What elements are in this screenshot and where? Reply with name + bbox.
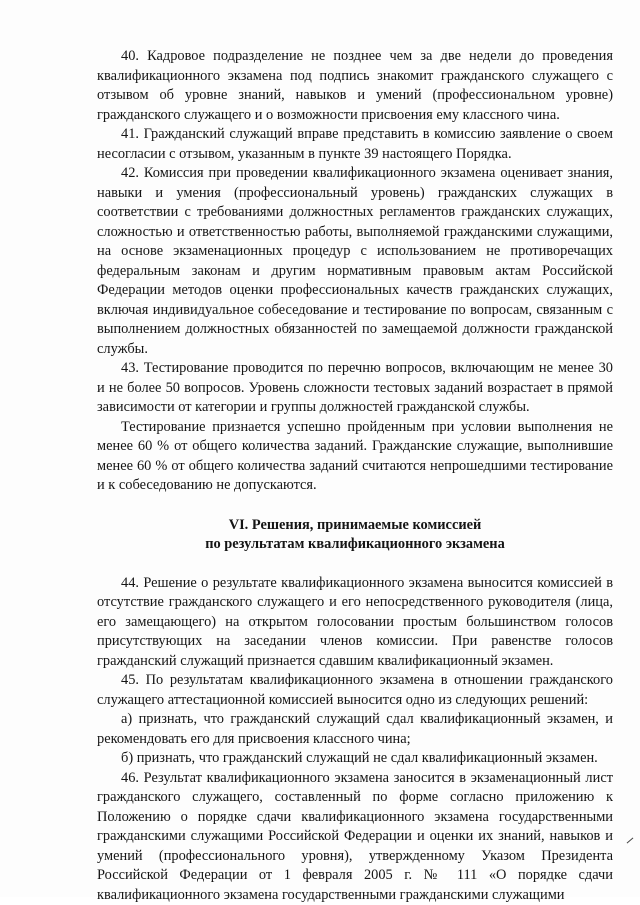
- paragraph-45-item-a: а) признать, что гражданский служащий сдал квалификационный экзамен, и рекомендовать его для присвоения классного чина;: [97, 710, 613, 749]
- paragraph-43-continued: Тестирование признается успешно пройденным при условии выполнения не менее 60 % от общего количества заданий. Гражданские служащие, выполнившие менее 60 % от общего количества заданий считаются непрошедшими тестирование и к собеседованию не допускаются.: [97, 418, 613, 496]
- paragraph-43: 43. Тестирование проводится по перечню вопросов, включающим не менее 30 и не более 50 вопросов. Уровень сложности тестовых заданий возрастает в прямой зависимости от категории и группы должностей гражданской службы.: [97, 359, 613, 418]
- section-title-line-1: VI. Решения, принимаемые комиссией: [97, 516, 613, 536]
- document-body: [97, 47, 613, 905]
- section-title-line-2: по результатам квалификационного экзамена: [97, 535, 613, 555]
- paragraph-42: 42. Комиссия при проведении квалификационного экзамена оценивает знания, навыки и умения (профессиональный уровень) гражданских служащих в соответствии с требованиями должностных регламентов гражданских служащих, сложностью и ответственностью работы, выполняемой гражданскими служащими, на основе экзаменационных процедур с использованием не противоречащих федеральным законам и другим нормативным правовым актам Российской Федерации методов оценки профессиональных качеств гражданских служащих, включая индивидуальное собеседование и тестирование по вопросам, связанным с выполнением должностных обязанностей по замещаемой должности гражданской службы.: [97, 164, 613, 359]
- scan-margin-mark: [627, 838, 634, 844]
- paragraph-46: 46. Результат квалификационного экзамена заносится в экзаменационный лист гражданского служащего, составленный по форме согласно приложению к Положению о порядке сдачи квалификационного экзамена государственными гражданскими служащими Российской Федерации и оценки их знаний, навыков и умений (профессионального уровня), утвержденному Указом Президента Российской Федерации от 1 февраля 2005 г. № 111 «О порядке сдачи квалификационного экзамена государственными гражданскими служащими: [97, 769, 613, 905]
- paragraph-40: 40. Кадровое подразделение не позднее чем за две недели до проведения квалификационного экзамена под подпись знакомит гражданского служащего с отзывом об уровне знаний, навыков и умений (профессиональном уровне) гражданского служащего и о возможности присвоения ему классного чина.: [97, 47, 613, 125]
- paragraph-41: 41. Гражданский служащий вправе представить в комиссию заявление о своем несогласии с отзывом, указанным в пункте 39 настоящего Порядка.: [97, 125, 613, 164]
- paragraph-44: 44. Решение о результате квалификационного экзамена выносится комиссией в отсутствие гражданского служащего и его непосредственного руководителя (лица, его замещающего) на открытом голосовании простым большинством голосов присутствующих на заседании членов комиссии. При равенстве голосов гражданский служащий признается сдавшим квалификационный экзамен.: [97, 574, 613, 672]
- paragraph-45-item-b: б) признать, что гражданский служащий не сдал квалификационный экзамен.: [97, 749, 613, 769]
- section-heading: [97, 516, 613, 555]
- paragraph-45: 45. По результатам квалификационного экзамена в отношении гражданского служащего аттестационной комиссией выносится одно из следующих решений:: [97, 671, 613, 710]
